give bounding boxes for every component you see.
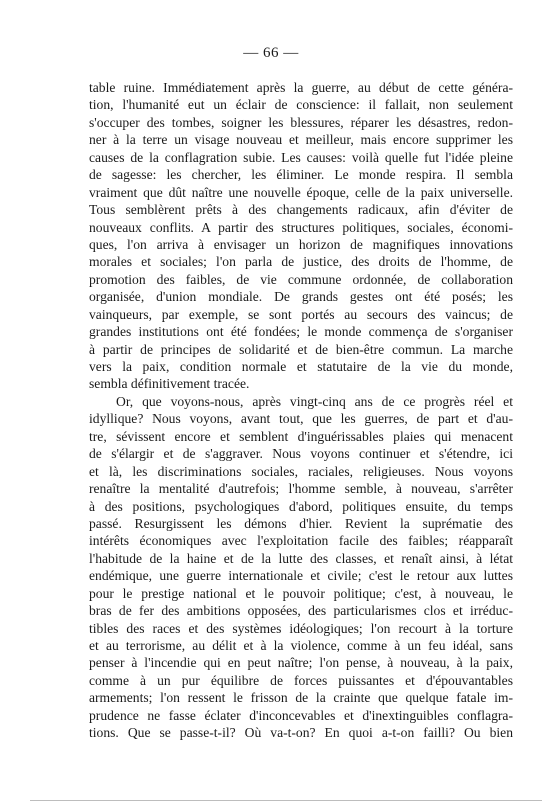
text-line: morales et sociales; l'on parla de justice, des droits de l'homme, de — [89, 254, 513, 270]
text-line: vainqueurs, par exemple, se sont portés au secours des vaincus; de — [89, 306, 513, 322]
text-line: tre, sévissent encore et semblent d'inguérissables plaies qui menacent — [89, 428, 513, 444]
text-line: à partir de principes de solidarité et de bien-être commun. La marche — [89, 341, 513, 357]
text-line: et là, les discriminations sociales, raciales, religieuses. Nous voyons — [89, 463, 513, 479]
paragraph-2 — [89, 393, 513, 742]
text-line: passé. Resurgissent les démons d'hier. Revient la suprématie des — [89, 515, 513, 531]
text-line: de s'élargir et de s'aggraver. Nous voyons continuer et s'étendre, ici — [89, 446, 513, 462]
text-line: ner à la terre un visage nouveau et meilleur, mais encore supprimer les — [89, 132, 513, 148]
text-line: tion, l'humanité eut un éclair de conscience: il fallait, non seulement — [89, 97, 513, 113]
text-line: armements; l'on ressent le frisson de la crainte que quelque fatale im- — [89, 690, 513, 706]
text-line: à des positions, psychologiques d'abord, politiques ensuite, du temps — [89, 498, 513, 514]
text-line: sembla définitivement tracée. — [89, 376, 250, 392]
text-line: tions. Que se passe-t-il? Où va-t-on? En quoi a-t-on failli? Ou bien — [89, 725, 513, 741]
text-line: Tous semblèrent prêts à des changements radicaux, afin d'éviter de — [89, 202, 513, 218]
text-line: comme à un pur équilibre de forces puissantes et d'épouvantables — [89, 672, 513, 688]
text-line: vers la paix, condition normale et statutaire de la vie du monde, — [89, 359, 513, 374]
body-text — [89, 79, 513, 742]
page-number: — 66 — — [243, 45, 299, 61]
text-line: bras de fer des ambitions opposées, des particularismes clos et irréduc- — [89, 603, 513, 619]
text-line: vraiment que dût naître une nouvelle époque, celle de la paix universelle. — [89, 184, 513, 200]
text-line: promotion des faibles, de vie commune ordonnée, de collaboration — [89, 271, 513, 287]
text-line: renaître la mentalité d'autrefois; l'homme semble, à nouveau, s'arrêter — [89, 481, 513, 497]
text-line: tibles des races et des systèmes idéologiques; l'on recourt à la torture — [89, 620, 513, 636]
text-line: idyllique? Nous voyons, avant tout, que les guerres, de part et d'au- — [89, 411, 513, 427]
page-edge-rule — [30, 800, 542, 801]
paragraph-1 — [89, 79, 513, 393]
text-line: et au terrorisme, au délit et à la violence, comme à un feu idéal, sans — [89, 638, 513, 653]
text-line: table ruine. Immédiatement après la guerre, au début de cette généra- — [89, 80, 513, 95]
text-line: nouveaux conflits. A partir des structures politiques, sociales, économi- — [89, 219, 513, 235]
text-line: endémique, une guerre internationale et civile; c'est le retour aux luttes — [89, 568, 513, 584]
text-line: causes de la conflagration subie. Les causes: voilà quelle fut l'idée pleine — [89, 149, 513, 165]
text-line: intérêts économiques avec l'exploitation facile des faibles; réapparaît — [89, 533, 513, 549]
text-line: pour le prestige national et le pouvoir politique; c'est, à nouveau, le — [89, 585, 513, 601]
text-line: de sagesse: les chercher, les éliminer. Le monde respira. Il sembla — [89, 167, 513, 183]
text-line: prudence ne fasse éclater d'inconcevables et d'inextinguibles conflagra- — [89, 707, 513, 723]
text-line: penser à l'incendie qui en peut naître; l'on pense, à nouveau, à la paix, — [89, 655, 513, 671]
text-line: s'occuper des tombes, soigner les blessures, réparer les désastres, redon- — [89, 114, 513, 130]
text-line: l'habitude de la haine et de la lutte des classes, et renaît ainsi, à létat — [89, 550, 513, 566]
text-line: Or, que voyons-nous, après vingt-cinq ans de ce progrès réel et — [116, 393, 513, 409]
text-line: ques, l'on arriva à envisager un horizon de magnifiques innovations — [89, 236, 513, 252]
text-line: grandes institutions ont été fondées; le monde commença de s'organiser — [89, 324, 513, 340]
text-line: organisée, d'union mondiale. De grands gestes ont été posés; les — [89, 289, 513, 305]
